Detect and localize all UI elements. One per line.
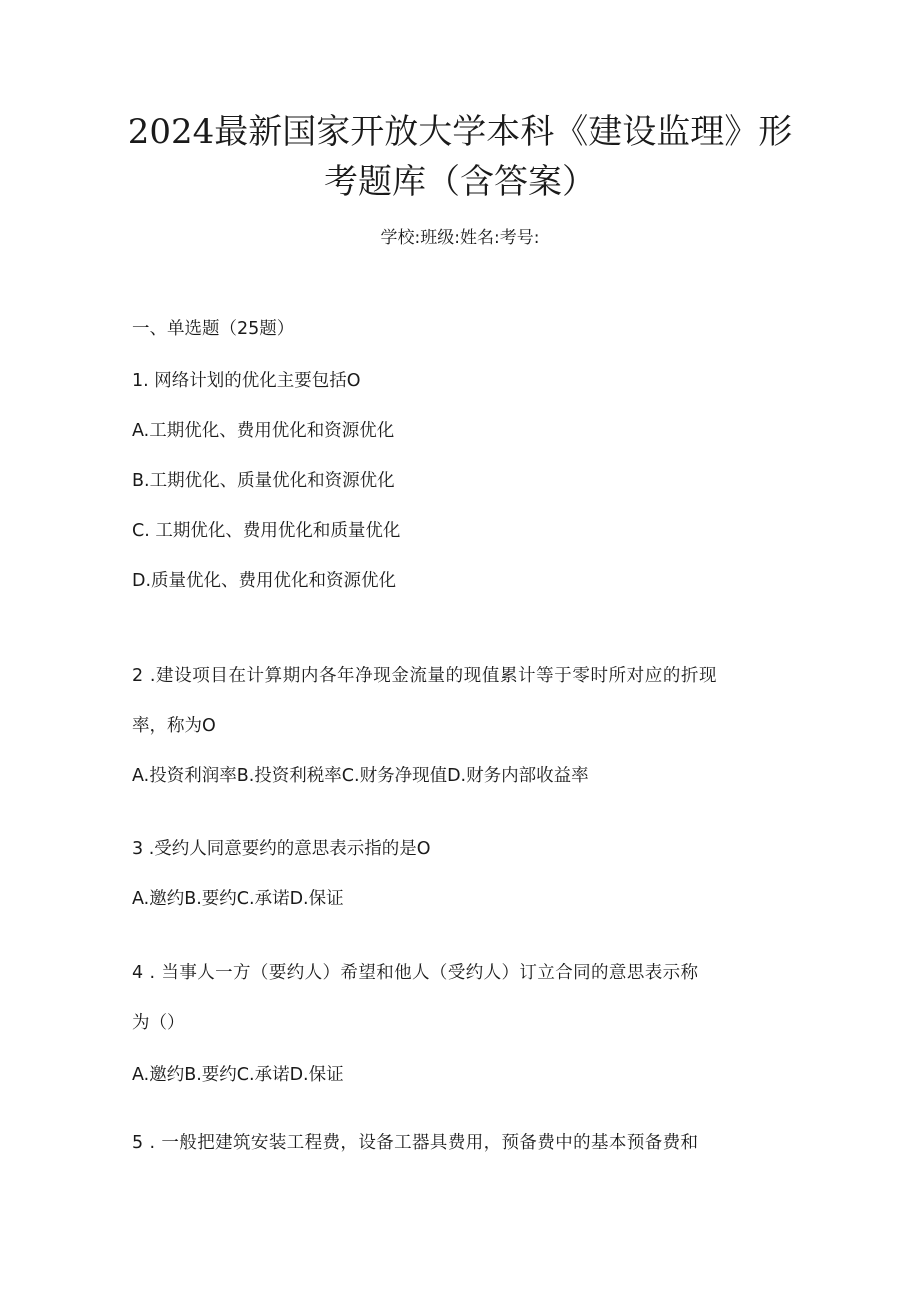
question-2-stem-line-1: 2 .建设项目在计算期内各年净现金流量的现值累计等于零时所对应的折现 bbox=[132, 666, 718, 686]
question-1-option-d: D.质量优化、费用优化和资源优化 bbox=[132, 571, 397, 591]
document-title-line-2: 考题库（含答案） bbox=[324, 162, 596, 202]
question-1-stem: 1. 网络计划的优化主要包括O bbox=[132, 371, 361, 391]
question-3-options: A.邀约B.要约C.承诺D.保证 bbox=[132, 889, 344, 909]
question-4-stem-line-2: 为（） bbox=[132, 1013, 185, 1033]
question-5-stem-line-1: 5 . 一般把建筑安装工程费，设备工器具费用，预备费中的基本预备费和 bbox=[132, 1133, 699, 1153]
question-2-options: A.投资利润率B.投资利税率C.财务净现值D.财务内部收益率 bbox=[132, 766, 589, 786]
question-1-option-b: B.工期优化、质量优化和资源优化 bbox=[132, 471, 395, 491]
document-title-line-1: 2024最新国家开放大学本科《建设监理》形 bbox=[127, 112, 793, 152]
question-4-options: A.邀约B.要约C.承诺D.保证 bbox=[132, 1065, 344, 1085]
student-info-line: 学校:班级:姓名:考号: bbox=[380, 228, 540, 248]
question-3-stem: 3 .受约人同意要约的意思表示指的是O bbox=[132, 839, 431, 859]
question-1-option-a: A.工期优化、费用优化和资源优化 bbox=[132, 421, 395, 441]
question-4-stem-line-1: 4 . 当事人一方（要约人）希望和他人（受约人）订立合同的意思表示称 bbox=[132, 963, 699, 983]
section-heading: 一、单选题（25题） bbox=[132, 319, 295, 339]
question-1-option-c: C. 工期优化、费用优化和质量优化 bbox=[132, 521, 401, 541]
question-2-stem-line-2: 率，称为O bbox=[132, 716, 216, 736]
